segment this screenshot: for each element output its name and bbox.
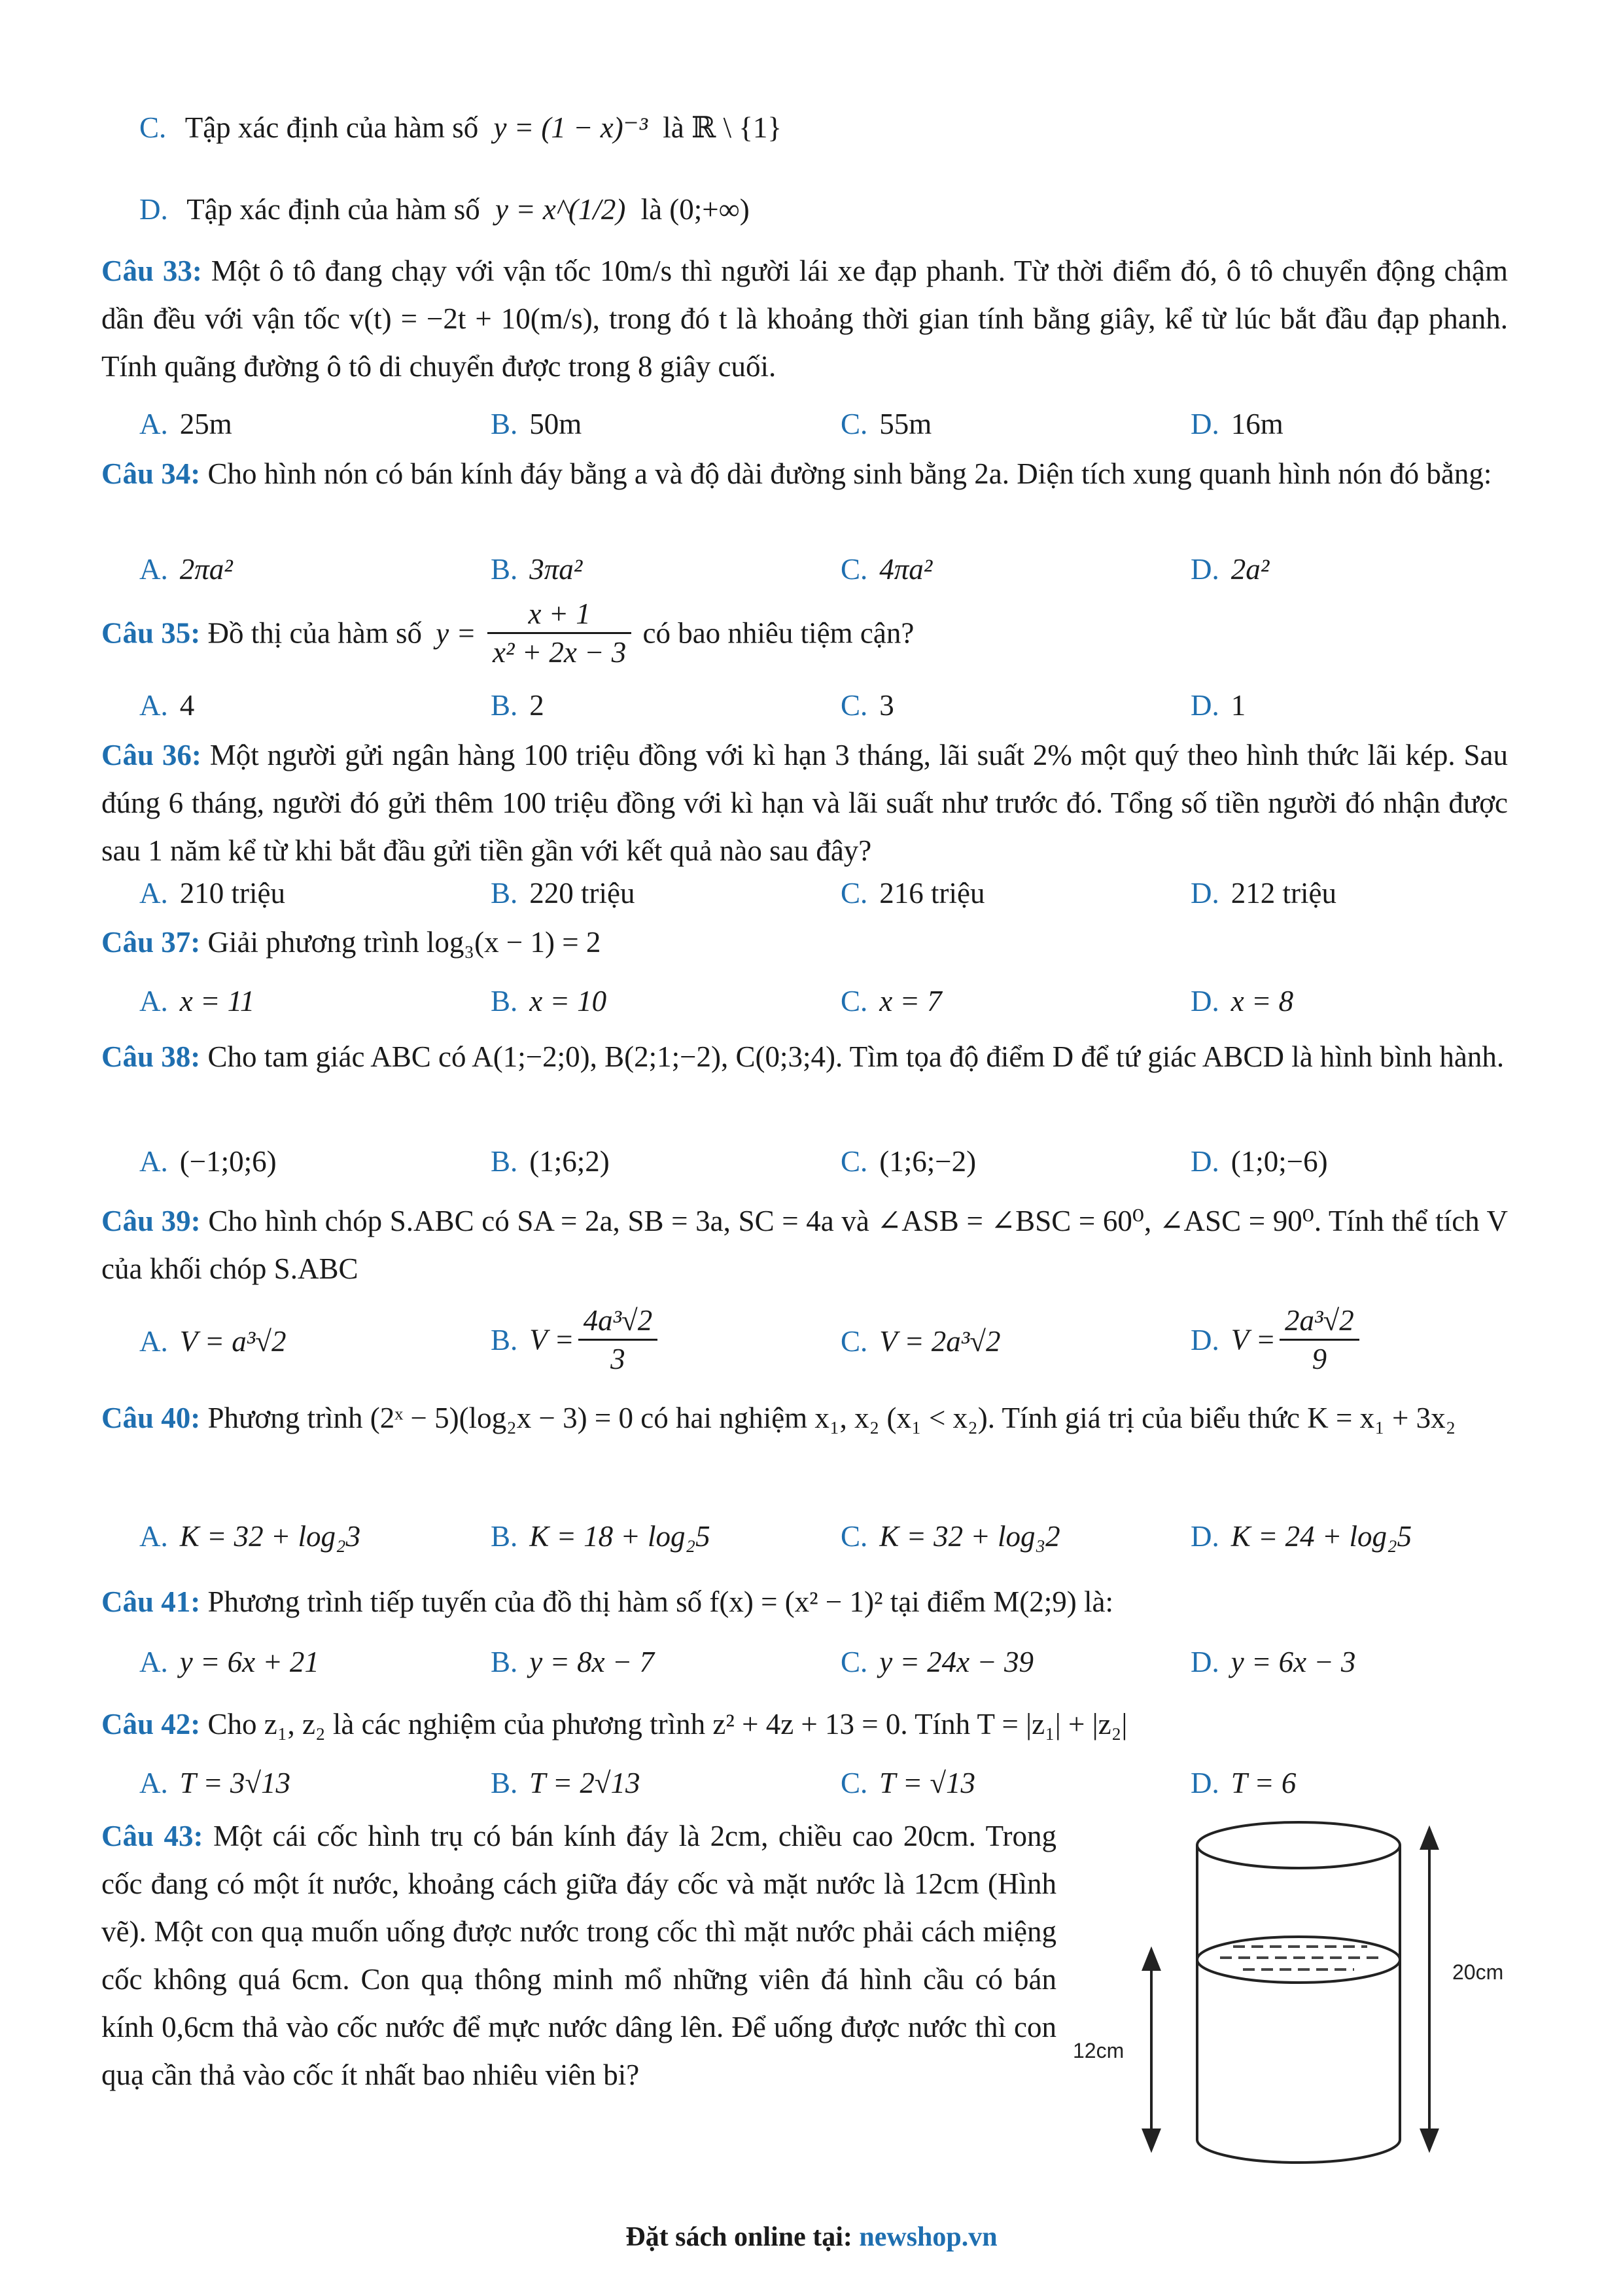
- option-a: [139, 686, 194, 725]
- fraction: [487, 595, 631, 671]
- option-value: 1: [1230, 689, 1246, 722]
- option-d: [1191, 1517, 1412, 1556]
- option-value: x = 8: [1230, 985, 1294, 1017]
- option-b: [491, 404, 582, 444]
- option-label: B.: [491, 689, 518, 722]
- question-33: [101, 247, 1508, 391]
- option-d: [1191, 981, 1293, 1021]
- question-36: [101, 732, 1508, 875]
- question-40: [101, 1390, 1508, 1445]
- option-label: C.: [841, 553, 868, 586]
- option-c: [841, 686, 894, 725]
- option-c: [841, 1517, 1060, 1556]
- formula: y = x^(1/2): [495, 193, 626, 226]
- option-label: C.: [841, 1520, 868, 1553]
- option-b: [491, 874, 635, 913]
- option-value: 50m: [529, 408, 582, 440]
- question-text: Cho z₁, z₂ là các nghiệm của phương trình z² + 4z + 13 = 0. Tính T = |z₁| + |z₂|: [207, 1708, 1128, 1740]
- option-value: V = 2a³√2: [879, 1325, 1001, 1358]
- question-text: Cho hình nón có bán kính đáy bằng a và độ dài đường sinh bằng 2a. Diện tích xung quanh hình nón đó bằng:: [207, 457, 1492, 490]
- question-43: [101, 1812, 1056, 2099]
- denominator: 9: [1312, 1343, 1327, 1375]
- option-prefix: V =: [1230, 1323, 1276, 1356]
- numerator: 2a³√2: [1280, 1302, 1359, 1341]
- option-c: [841, 1322, 1001, 1361]
- numerator: x + 1: [487, 595, 631, 634]
- option-label: B.: [491, 1520, 518, 1553]
- question-label: Câu 43:: [101, 1820, 203, 1852]
- option-value: y = 6x + 21: [179, 1646, 319, 1678]
- option-b: [491, 686, 544, 725]
- option-value: T = 6: [1230, 1767, 1297, 1799]
- option-label: D.: [1191, 408, 1219, 440]
- option-label: D.: [1191, 1323, 1219, 1356]
- option-label: B.: [491, 1145, 518, 1178]
- option-label: C.: [841, 1646, 868, 1678]
- option-d: [1191, 550, 1269, 589]
- option-label: B.: [491, 553, 518, 586]
- option-c: [841, 1142, 976, 1181]
- option-a: [139, 404, 232, 444]
- question-34: [101, 450, 1508, 498]
- option-a: [139, 1517, 360, 1556]
- question-label: Câu 35:: [101, 616, 201, 650]
- option-b: [491, 550, 582, 589]
- footer-prefix: Đặt sách online tại:: [625, 2222, 852, 2252]
- option-text: Tập xác định của hàm số: [184, 111, 479, 144]
- question-41: [101, 1582, 1113, 1621]
- option-a: [139, 1642, 319, 1682]
- option-c: [841, 981, 942, 1021]
- option-c: [841, 1763, 975, 1803]
- option-text: Tập xác định của hàm số: [186, 193, 480, 226]
- option-value: (1;0;−6): [1230, 1145, 1328, 1178]
- cylinder-cup-figure: [1073, 1812, 1531, 2179]
- option-label: C.: [841, 985, 868, 1017]
- question-text: Một ô tô đang chạy với vận tốc 10m/s thì người lái xe đạp phanh. Từ thời điểm đó, ô tô chuyển động chậm dần đều với vận tốc v(t) = −2t + 10(m/s), trong đó t là khoảng thời gian tính bằng giây, kể từ lúc bắt đầu đạp phanh. Tính quãng đường ô tô di chuyển được trong 8 giây cuối.: [101, 255, 1508, 383]
- option-value: x = 10: [529, 985, 607, 1017]
- option-c: [841, 874, 985, 913]
- option-value: (−1;0;6): [179, 1145, 277, 1178]
- option-label: A.: [139, 985, 168, 1017]
- option-label: A.: [139, 1520, 168, 1553]
- option-b: [491, 1517, 710, 1556]
- option-label: B.: [491, 1767, 518, 1799]
- option-b: [491, 981, 606, 1021]
- denominator: 3: [610, 1343, 625, 1375]
- option-after: là ℝ \ {1}: [663, 111, 782, 144]
- option-label: C.: [841, 1145, 868, 1178]
- question-text: Giải phương trình log₃(x − 1) = 2: [207, 926, 601, 959]
- option-label: D.: [1191, 985, 1219, 1017]
- option-b: [491, 1302, 661, 1377]
- option-value: (1;6;2): [529, 1145, 610, 1178]
- option-label: D.: [1191, 1145, 1219, 1178]
- formula-lhs: y =: [436, 616, 476, 650]
- option-d: [1191, 404, 1283, 444]
- option-label: A.: [139, 1767, 168, 1799]
- option-d-domain: [139, 190, 750, 229]
- option-label: D.: [1191, 877, 1219, 910]
- option-value: 210 triệu: [179, 877, 285, 910]
- option-label: B.: [491, 1323, 518, 1356]
- option-d: [1191, 1142, 1328, 1181]
- option-label: C.: [841, 877, 868, 910]
- option-d: [1191, 874, 1336, 913]
- option-value: (1;6;−2): [879, 1145, 977, 1178]
- question-text: Một người gửi ngân hàng 100 triệu đồng với kì hạn 3 tháng, lãi suất 2% một quý theo hình thức lãi kép. Sau đúng 6 tháng, người đó gửi thêm 100 triệu đồng với kì hạn và lãi suất như trước đó. Tổng số tiền người đó nhận được sau 1 năm kể từ khi bắt đầu gửi tiền gần với kết quả nào sau đây?: [101, 739, 1508, 867]
- option-a: [139, 550, 233, 589]
- option-label: B.: [491, 877, 518, 910]
- option-label: A.: [139, 877, 168, 910]
- question-text: Phương trình (2ˣ − 5)(log₂x − 3) = 0 có hai nghiệm x₁, x₂ (x₁ < x₂). Tính giá trị của biểu thức K = x₁ + 3x₂: [207, 1402, 1456, 1434]
- question-37: [101, 923, 601, 962]
- option-value: y = 24x − 39: [879, 1646, 1034, 1678]
- option-label: A.: [139, 689, 168, 722]
- option-value: 220 triệu: [529, 877, 635, 910]
- option-label: A.: [139, 553, 168, 586]
- option-d: [1191, 1763, 1296, 1803]
- question-label: Câu 34:: [101, 457, 201, 490]
- option-label: D.: [1191, 689, 1219, 722]
- question-text: Một cái cốc hình trụ có bán kính đáy là 2cm, chiều cao 20cm. Trong cốc đang có một ít nước, khoảng cách giữa đáy cốc và mặt nước là 12cm (Hình vẽ). Một con quạ muốn uống được nước trong cốc thì mặt nước phải cách miệng cốc không quá 6cm. Con quạ thông minh mổ những viên đá hình cầu có bán kính 0,6cm thả vào cốc nước để mực nước dâng lên. Để uống được nước thì con quạ cần thả vào cốc ít nhất bao nhiêu viên bi?: [101, 1820, 1056, 2091]
- option-label: D.: [139, 193, 168, 226]
- option-value: y = 6x − 3: [1230, 1646, 1356, 1678]
- option-value: K = 18 + log₂5: [529, 1520, 710, 1553]
- option-value: 16m: [1230, 408, 1283, 440]
- option-value: 2: [529, 689, 544, 722]
- option-value: 2a²: [1230, 553, 1270, 586]
- question-39: [101, 1197, 1508, 1293]
- question-label: Câu 33:: [101, 255, 202, 287]
- question-38: [101, 1029, 1508, 1084]
- question-label: Câu 36:: [101, 739, 201, 771]
- option-label: C.: [841, 689, 868, 722]
- option-value: K = 32 + log₂3: [179, 1520, 361, 1553]
- option-c: [841, 1642, 1034, 1682]
- option-label: C.: [841, 1325, 868, 1358]
- option-c-domain: [139, 108, 782, 147]
- numerator: 4a³√2: [578, 1302, 658, 1341]
- option-value: 2πa²: [179, 553, 233, 586]
- option-label: A.: [139, 408, 168, 440]
- question-text: Cho tam giác ABC có A(1;−2;0), B(2;1;−2), C(0;3;4). Tìm tọa độ điểm D để tứ giác ABCD là hình bình hành.: [207, 1040, 1505, 1073]
- option-value: T = √13: [879, 1767, 976, 1799]
- option-label: B.: [491, 985, 518, 1017]
- option-after: là (0;+∞): [640, 193, 750, 226]
- option-label: D.: [1191, 553, 1219, 586]
- question-text: Cho hình chóp S.ABC có SA = 2a, SB = 3a, SC = 4a và ∠ASB = ∠BSC = 60⁰, ∠ASC = 90⁰. Tính thể tích V của khối chóp S.ABC: [101, 1205, 1509, 1285]
- footer-site-link[interactable]: newshop.vn: [859, 2222, 998, 2252]
- option-label: C.: [841, 408, 868, 440]
- question-text: Phương trình tiếp tuyến của đồ thị hàm số f(x) = (x² − 1)² tại điểm M(2;9) là:: [207, 1585, 1113, 1618]
- option-label: A.: [139, 1646, 168, 1678]
- option-label: C.: [139, 111, 167, 144]
- option-value: K = 24 + log₂5: [1230, 1520, 1412, 1553]
- option-value: 3: [879, 689, 894, 722]
- option-b: [491, 1763, 640, 1803]
- option-value: 55m: [879, 408, 932, 440]
- option-value: 216 triệu: [879, 877, 985, 910]
- option-prefix: V =: [529, 1323, 574, 1356]
- option-d: [1191, 1642, 1355, 1682]
- option-value: V = a³√2: [179, 1325, 287, 1358]
- question-label: Câu 41:: [101, 1585, 201, 1618]
- height-label: 20cm: [1452, 1960, 1504, 1984]
- denominator: x² + 2x − 3: [493, 636, 627, 669]
- question-42: [101, 1704, 1127, 1744]
- option-value: K = 32 + log₃2: [879, 1520, 1060, 1553]
- question-text: Đồ thị của hàm số: [207, 616, 422, 650]
- option-label: A.: [139, 1145, 168, 1178]
- water-height-label: 12cm: [1073, 2039, 1125, 2062]
- fraction: [1280, 1302, 1359, 1377]
- option-value: 4: [179, 689, 195, 722]
- option-label: A.: [139, 1325, 168, 1358]
- option-label: B.: [491, 408, 518, 440]
- option-a: [139, 1322, 286, 1361]
- option-a: [139, 981, 254, 1021]
- option-value: 25m: [179, 408, 232, 440]
- option-d: [1191, 1302, 1363, 1377]
- question-label: Câu 40:: [101, 1402, 201, 1434]
- formula: y = (1 − x)⁻³: [493, 111, 648, 144]
- option-b: [491, 1142, 610, 1181]
- option-label: D.: [1191, 1767, 1219, 1799]
- option-c: [841, 550, 932, 589]
- option-value: T = 2√13: [529, 1767, 640, 1799]
- option-c: [841, 404, 932, 444]
- option-b: [491, 1642, 654, 1682]
- question-label: Câu 39:: [101, 1205, 201, 1237]
- option-value: x = 7: [879, 985, 942, 1017]
- option-value: 3πa²: [529, 553, 583, 586]
- question-label: Câu 37:: [101, 926, 201, 959]
- option-value: y = 8x − 7: [529, 1646, 654, 1678]
- option-label: C.: [841, 1767, 868, 1799]
- footer: [0, 2221, 1623, 2253]
- question-label: Câu 38:: [101, 1040, 201, 1073]
- option-label: D.: [1191, 1646, 1219, 1678]
- option-a: [139, 1142, 277, 1181]
- option-value: x = 11: [179, 985, 255, 1017]
- option-d: [1191, 686, 1246, 725]
- option-value: T = 3√13: [179, 1767, 291, 1799]
- question-label: Câu 42:: [101, 1708, 201, 1740]
- question-text-after: có bao nhiêu tiệm cận?: [642, 616, 915, 650]
- option-a: [139, 874, 285, 913]
- option-label: D.: [1191, 1520, 1219, 1553]
- question-35: [101, 595, 914, 671]
- option-label: B.: [491, 1646, 518, 1678]
- option-a: [139, 1763, 290, 1803]
- option-value: 4πa²: [879, 553, 933, 586]
- option-value: 212 triệu: [1230, 877, 1336, 910]
- fraction: [578, 1302, 658, 1377]
